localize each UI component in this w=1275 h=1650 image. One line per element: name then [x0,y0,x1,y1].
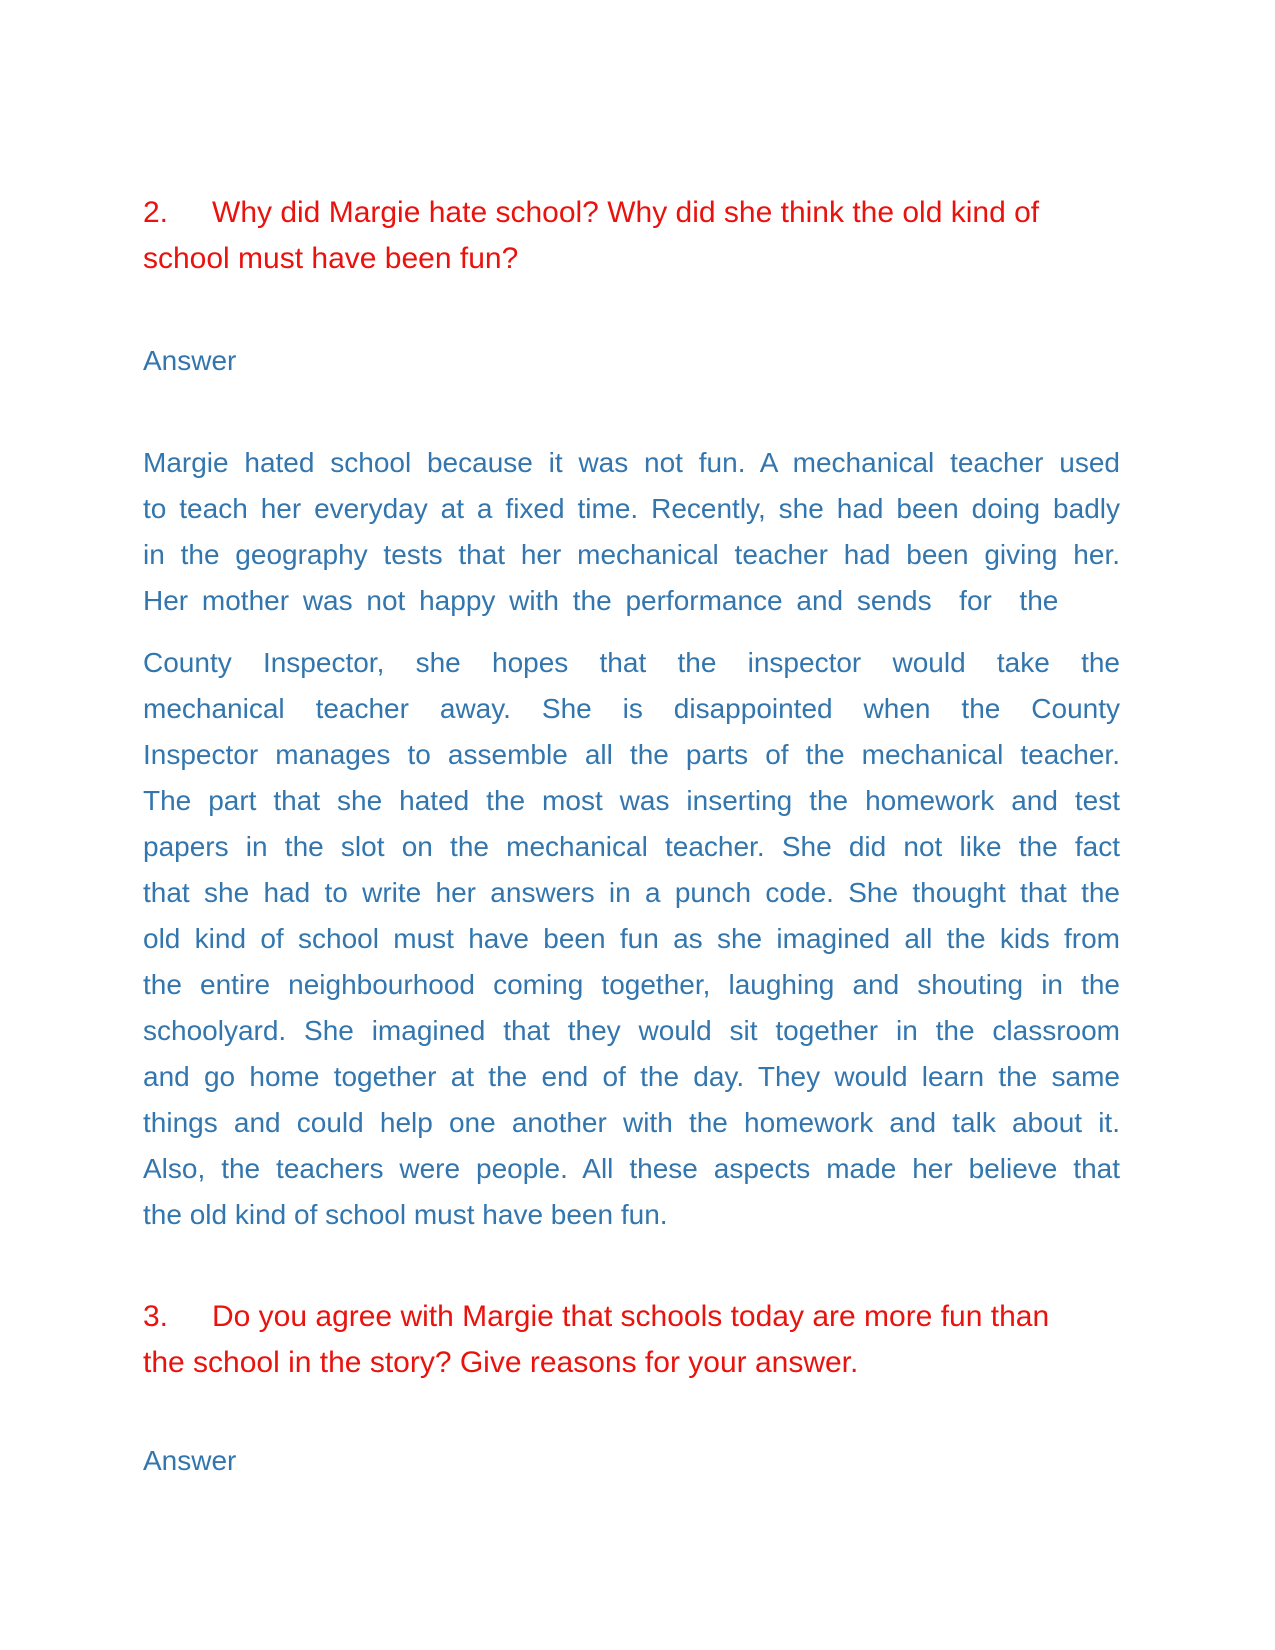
question-2-line-1 [143,190,1120,236]
question-3-line-2: the school in the story? Give reasons for your answer. [143,1346,859,1379]
text-line: the entire neighbourhood coming together, laughing and shouting in the [143,969,1120,1000]
answer-2-label: Answer [143,345,237,376]
text-line: County Inspector, she hopes that the inspector would take the [143,647,1120,678]
answer-2-paragraph-2 [143,640,1120,1238]
text-line: that she had to write her answers in a punch code. She thought that the [143,877,1120,908]
text-line: things and could help one another with the homework and talk about it. [143,1107,1120,1138]
text-line: and go home together at the end of the day. They would learn the same [143,1061,1120,1092]
text-line: Margie hated school because it was not fun. A mechanical teacher used [143,447,1120,478]
question-3-number: 3. [143,1300,169,1333]
question-2-number: 2. [143,196,169,229]
text-line: the old kind of school must have been fun. [143,1199,668,1230]
question-3-text: Do you agree with Margie that schools today are more fun than [212,1300,1050,1333]
answer-3-label: Answer [143,1445,237,1476]
text-line: papers in the slot on the mechanical teacher. She did not like the fact [143,831,1120,862]
question-2 [143,190,1120,282]
question-3 [143,1294,1120,1386]
answer-2-paragraph-1 [143,440,1120,624]
text-line: old kind of school must have been fun as she imagined all the kids from [143,923,1120,954]
text-line: Her mother was not happy with the performance and sends for the [143,585,1059,616]
question-2-text: Why did Margie hate school? Why did she think the old kind of [212,196,1040,229]
text-line: Also, the teachers were people. All these aspects made her believe that [143,1153,1120,1184]
text-line: to teach her everyday at a fixed time. Recently, she had been doing badly [143,493,1120,524]
text-line: in the geography tests that her mechanical teacher had been giving her. [143,539,1120,570]
text-line: The part that she hated the most was inserting the homework and test [143,785,1120,816]
question-3-line-1 [143,1294,1120,1340]
text-line: mechanical teacher away. She is disappointed when the County [143,693,1120,724]
text-line: schoolyard. She imagined that they would sit together in the classroom [143,1015,1120,1046]
question-2-line-2: school must have been fun? [143,242,519,275]
text-line: Inspector manages to assemble all the parts of the mechanical teacher. [143,739,1120,770]
